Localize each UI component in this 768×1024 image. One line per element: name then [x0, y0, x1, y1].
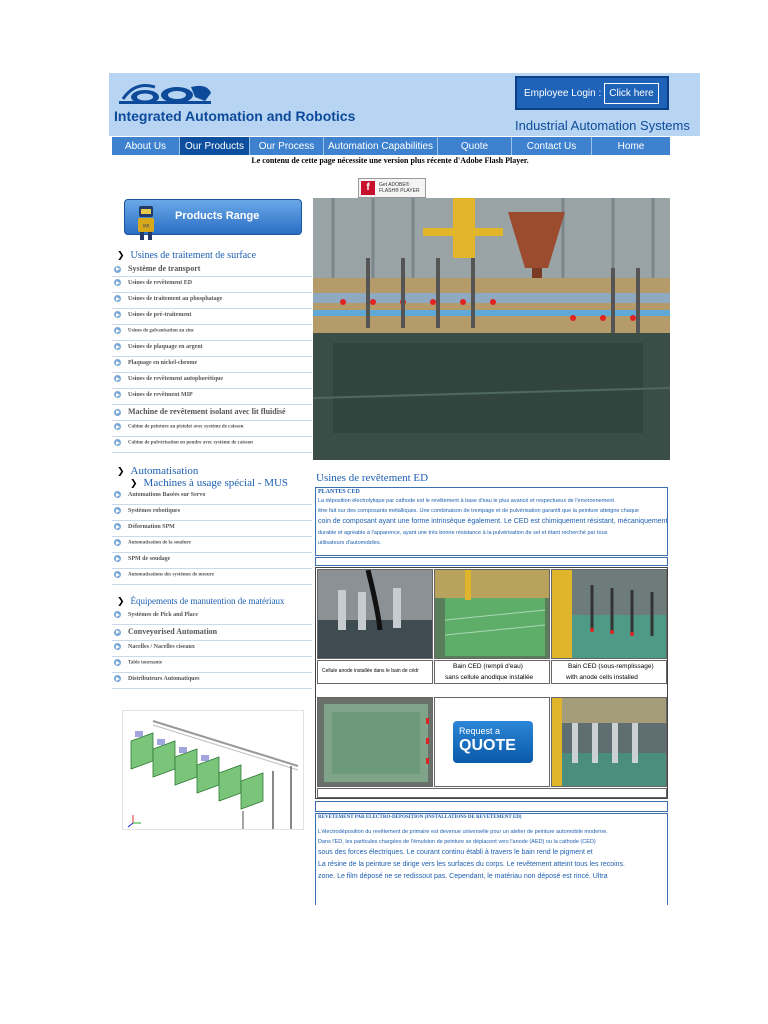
products-range-button[interactable]: [124, 199, 302, 235]
sidebar-item[interactable]: Automatisation de la soudure: [112, 539, 312, 553]
gallery-caption: sans cellule anodique installée: [445, 674, 534, 681]
plantes-ced-line: coin de composant ayant une forme intrinsèque également. Le CED est chimiquement résistant, mécaniquement: [318, 518, 667, 525]
sidebar-item[interactable]: Déformation SPM: [112, 523, 312, 537]
section-material-handling[interactable]: ❯ Équipements de manutention de matériaux: [117, 596, 285, 607]
flash-icon: f: [361, 181, 375, 195]
sidebar-item[interactable]: Conveyorised Automation: [112, 627, 312, 641]
sidebar-item[interactable]: SPM de soudage: [112, 555, 312, 569]
page-title: Usines de revêtement ED: [316, 472, 429, 484]
bullet-arrow-icon: [114, 266, 122, 273]
sidebar-item[interactable]: Usines de plaquage en argent: [112, 343, 312, 357]
sidebar-item[interactable]: Cabine de pulvérisation en poudre avec système de caisson: [112, 439, 312, 453]
sidebar-item[interactable]: Usines de revêtment MIP: [112, 391, 312, 405]
nav-about-us[interactable]: About Us: [112, 137, 180, 155]
iar-logo-icon[interactable]: [115, 77, 215, 107]
bullet-arrow-icon: [114, 523, 122, 530]
get-flash-player-link[interactable]: [358, 178, 426, 198]
gallery-caption-cell: [551, 660, 667, 684]
flash-required-message: Le contenu de cette page nécessite une version plus récente d'Adobe Flash Player.: [251, 156, 529, 165]
bullet-arrow-icon: [114, 507, 122, 514]
bullet-arrow-icon: [114, 555, 122, 562]
sidebar-item[interactable]: Systèmes de Pick and Place: [112, 611, 312, 625]
revetement-line: zone. Le film déposé ne se redissout pas. Cependant, le matériau non déposé est rincé. Ultra: [318, 873, 608, 880]
gallery-caption: Bain CED (rempli d'eau): [453, 663, 523, 670]
nav-our-products[interactable]: Our Products: [180, 137, 250, 155]
sidebar-item[interactable]: Usines de galvanisation au zinc: [112, 327, 312, 341]
empty-row: [315, 801, 668, 812]
revetement-heading: REVÊTEMENT PAR ÉLECTRO-DÉPOSITION (INSTALLATIONS DE REVÊTEMENT ED): [318, 815, 522, 820]
gallery-caption: Bain CED (sous-remplissage): [568, 663, 654, 670]
ed-coating-tank-photo: [313, 198, 670, 460]
bullet-arrow-icon: [114, 571, 122, 578]
revetement-line: Dans l'ED, les particules chargées de l'émulsion de peinture se déplacent vers l'anode (AED) ou la cathode (CED): [318, 839, 596, 845]
bullet-arrow-icon: [114, 391, 122, 398]
photo-gallery: [315, 567, 668, 799]
revetement-line: sous des forces électriques. Le courant continu établi à travers le bain rend le pigment et: [318, 849, 593, 856]
company-name: Integrated Automation and Robotics: [114, 108, 356, 124]
sidebar-item[interactable]: Système de transport: [112, 264, 312, 277]
main-nav: [112, 137, 670, 155]
bullet-arrow-icon: [114, 311, 122, 318]
gallery-photo-anode-tank: [551, 697, 667, 787]
nav-quote[interactable]: Quote: [438, 137, 512, 155]
plantes-ced-line: durable et agréable à l'apparence, ayant une très bonne résistance à la pulvérisation de sel et étant recherché par tous: [318, 530, 608, 536]
bullet-arrow-icon: [114, 409, 122, 416]
gallery-empty-row: [317, 788, 667, 798]
nav-automation-capabilities[interactable]: Automation Capabilities: [324, 137, 438, 155]
tagline: Industrial Automation Systems: [515, 118, 690, 133]
sidebar-item[interactable]: Systèmes robotiques: [112, 507, 312, 521]
sidebar-item[interactable]: Plaquage en nickel-chrome: [112, 359, 312, 373]
gallery-caption-cell: [434, 660, 550, 684]
revetement-panel: [315, 813, 668, 905]
sidebar-item[interactable]: Table tournante: [112, 659, 312, 673]
bullet-arrow-icon: [114, 611, 122, 618]
gallery-photo-empty-tank: [317, 697, 433, 787]
revetement-line: La résine de la peinture se dirige vers les surfaces du corps. Le revêtement atteint tous les recoins.: [318, 861, 625, 868]
bullet-arrow-icon: [114, 359, 122, 366]
robot-mascot-icon: [135, 204, 157, 242]
sidebar-item[interactable]: Usines de pré-traitement: [112, 311, 312, 325]
nav-contact-us[interactable]: Contact Us: [512, 137, 592, 155]
nav-our-process[interactable]: Our Process: [250, 137, 324, 155]
bullet-arrow-icon: [114, 375, 122, 382]
request-quote-big-text: QUOTE: [459, 737, 516, 754]
bullet-arrow-icon: [114, 343, 122, 350]
bullet-arrow-icon: [114, 327, 122, 334]
sidebar-item[interactable]: Automatisations des systèmes de mesure: [112, 571, 312, 585]
flash-badge-text: Get ADOBE® FLASH® PLAYER: [379, 182, 420, 194]
employee-login-label: Employee Login :: [524, 88, 602, 99]
sidebar-item[interactable]: Automations Basées sur Servo: [112, 491, 312, 505]
bullet-arrow-icon: [114, 491, 122, 498]
sidebar-item[interactable]: Usines de revêtement ED: [112, 279, 312, 293]
products-range-label: Products Range: [175, 210, 260, 222]
gallery-photo-bath-water: [434, 569, 550, 659]
plantes-ced-panel: [315, 487, 668, 556]
bullet-arrow-icon: [114, 279, 122, 286]
employee-login-box: [515, 76, 669, 110]
section-surface-treatment[interactable]: ❯ Usines de traitement de surface: [117, 250, 256, 261]
sidebar-item[interactable]: Distributeurs Automatiques: [112, 675, 312, 689]
gallery-quote-cell: [434, 697, 550, 787]
sidebar-item[interactable]: Cabine de peinture au pistolet avec système de caisson: [112, 423, 312, 437]
sidebar-item[interactable]: Machine de revêtement isolant avec lit fluidisé: [112, 407, 312, 421]
bullet-arrow-icon: [114, 539, 122, 546]
gallery-caption-cell: [317, 660, 433, 684]
bullet-arrow-icon: [114, 643, 122, 650]
plantes-ced-line: utilisateurs d'automobiles.: [318, 540, 382, 546]
nav-home[interactable]: Home: [617, 140, 645, 152]
sidebar-item[interactable]: Usines de traitement au phosphatage: [112, 295, 312, 309]
plantes-ced-line: La déposition électrolytique par cathode est le revêtement à base d'eau le plus avancé et respectueux de l'environnement.: [318, 498, 616, 504]
revetement-line: L'électrodéposition du revêtement de primaire est devenue universelle pour un atelier de peinture automobile moderne.: [318, 829, 608, 835]
section-special-purpose-machines[interactable]: ❯ Machines à usage spécial - MUS: [130, 477, 288, 489]
request-quote-small-text: Request a: [459, 726, 501, 736]
bullet-arrow-icon: [114, 295, 122, 302]
request-quote-button[interactable]: [453, 721, 533, 763]
click-here-button[interactable]: Click here: [604, 83, 659, 104]
bullet-arrow-icon: [114, 675, 122, 682]
bullet-arrow-icon: [114, 439, 122, 446]
section-automation[interactable]: ❯ Automatisation: [117, 465, 198, 477]
gallery-caption: with anode cells installed: [566, 674, 638, 681]
sidebar-item[interactable]: Nacelles / Nacelles ciseaux: [112, 643, 312, 657]
empty-row: [315, 557, 668, 566]
sidebar-item[interactable]: Usines de revêtement autophorétique: [112, 375, 312, 389]
gallery-photo-bath-underfill: [551, 569, 667, 659]
robot-badge-text: IAR: [142, 223, 150, 229]
gallery-caption: Cellule anode installée dans le bain de cédr: [322, 668, 419, 674]
bullet-arrow-icon: [114, 629, 122, 636]
conveyor-cad-drawing-image: [122, 710, 304, 830]
header-banner: [109, 73, 700, 136]
bullet-arrow-icon: [114, 659, 122, 666]
plantes-ced-heading: PLANTES CED: [318, 489, 360, 495]
gallery-photo-anode-cell: [317, 569, 433, 659]
bullet-arrow-icon: [114, 423, 122, 430]
plantes-ced-line: être fait sur des composants métalliques. Une combinaison de trempage et de pulvérisation garantit que la peinture atteigne chaque: [318, 508, 640, 514]
